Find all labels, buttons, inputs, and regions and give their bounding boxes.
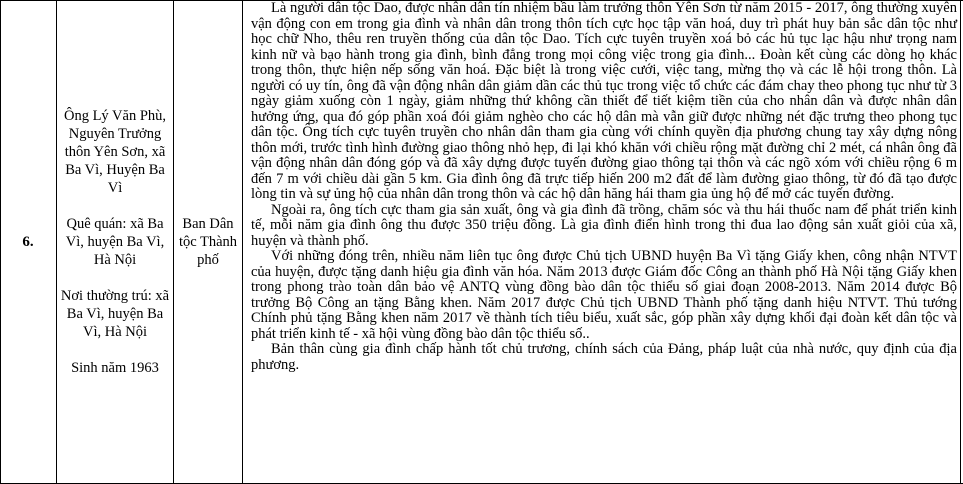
person-birth-year: Sinh năm 1963 [71,360,159,376]
achievement-paragraph: Ngoài ra, ông tích cực tham gia sản xuất, ông và gia đình đã trồng, chăm sóc và thu hái thuốc nam để phát triển kinh tế, mỗi năm gia đình ông thu được 350 triệu đồng. Là gia đình điển hình trong thi đua lao động sản xuất giỏi của xã, huyện và thành phố. [251,201,957,249]
achievement-paragraph: Bản thân cùng gia đình chấp hành tốt chủ trương, chính sách của Đảng, pháp luật của nhà nước, quy định của địa phương. [251,341,957,373]
person-residence: Nơi thường trú: xã Ba Vì, huyện Ba Vì, Hà Nội [60,288,170,340]
person-name-title: Ông Lý Văn Phù, Nguyên Trưởng thôn Yên Sơn, xã Ba Vì, Huyện Ba Vì [63,108,167,196]
nominating-unit: Ban Dân tộc Thành phố [178,216,238,268]
nominating-unit-cell [174,1,242,483]
achievement-content-cell [243,1,959,483]
achievement-paragraph: Là người dân tộc Dao, được nhân dân tín nhiệm bầu làm trưởng thôn Yên Sơn từ năm 2015 - 2017, ông thường xuyên vận động con em trong gia đình và nhân dân trong thôn tích cực học tập văn hoá, duy trì phát huy bản sắc dân tộc như học chữ Nho, thêu ren truyền thống của dân tộc Dao. Tích cực tuyên truyền xoá bỏ các hủ tục lạc hậu như trọng nam kinh nữ và bạo hành trong gia đình, bình đẳng trong mọi công việc trong gia đình... Đoàn kết cùng các dòng họ khác trong thôn, thực hiện nếp sống văn hoá. Đặc biệt là trong việc cưới, việc tang, mừng thọ và các lễ hội trong thôn. Là người có uy tín, ông đã vận động nhân dân giảm dần các thủ tục trong việc tổ chức các đám chay theo phong tục như từ 3 ngày giảm xuống còn 1 ngày, giảm những thứ không cần thiết để tiết kiệm tiền của cho nhân dân và được nhân dân hưởng ứng, qua đó góp phần xoá đói giảm nghèo cho các hộ dân mà vẫn giữ được những nét đặc trưng theo phong tục dân tộc. Ông tích cực tuyên truyền cho nhân dân tham gia cùng với chính quyền địa phương chung tay xây dựng nông thôn mới, trước tình hình đường giao thông nhỏ hẹp, đi lại khó khăn với chiều rộng mặt đường chỉ 2 mét, cá nhân ông đã vận động nhân dân đóng góp và đã xây dựng được tuyến đường giao thông tại thôn và các ngõ xóm với chiều rộng 6 m đến 7 m với chiều dài gần 5 km. Gia đình ông đã trực tiếp hiến 200 m2 đất để làm đường giao thông, từ đó đã tạo được lòng tin và sự ủng hộ của nhân dân trong thôn và các hộ dân hăng hái tham gia ủng hộ để mở các tuyến đường. [251,0,957,202]
achievement-paragraph: Với những đóng trên, nhiều năm liên tục ông được Chủ tịch UBND huyện Ba Vì tặng Giấy khen, công nhận NTVT của huyện, được tặng danh hiệu gia đình văn hóa. Năm 2013 được Giám đốc Công an thành phố Hà Nội tặng Giấy khen trong phong trào toàn dân bảo vệ ANTQ vùng đồng bào dân tộc thiểu số giai đoạn 2008-2013. Năm 2014 được Bộ trưởng Bộ Công an tặng Bằng khen. Năm 2017 được Chủ tịch UBND Thành phố tặng danh hiệu NTVT. Thủ tướng Chính phủ tặng Bằng khen năm 2017 về thành tích tiêu biểu, xuất sắc, góp phần xây dựng khối đại đoàn kết dân tộc và phát triển kinh tế - xã hội vùng đồng bào dân tộc thiểu số.. [251,248,957,342]
person-info-cell [57,1,173,483]
row-number: 6. [22,233,34,250]
row-number-cell [0,1,56,483]
person-hometown: Quê quán: xã Ba Vì, huyện Ba Vì, Hà Nội [65,216,165,268]
table-border-right [960,1,961,483]
